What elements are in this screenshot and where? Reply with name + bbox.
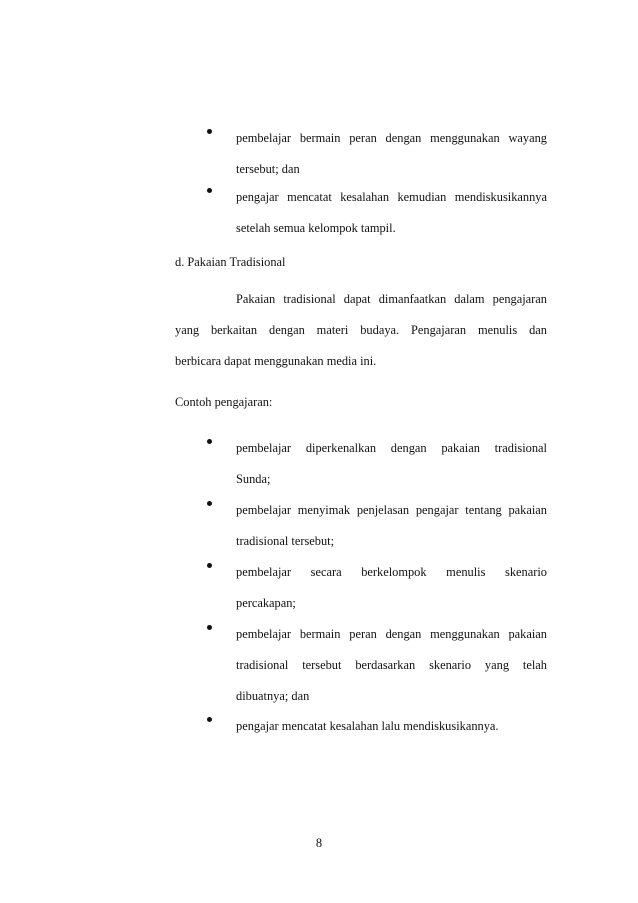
- bullet-icon: [207, 188, 212, 193]
- text-line: tersebut; dan: [236, 162, 300, 176]
- text-line: yang berkaitan dengan materi budaya. Pengajaran menulis dan: [175, 323, 547, 337]
- text-line: pengajar mencatat kesalahan kemudian mendiskusikannya: [236, 190, 547, 204]
- list-item-text: [236, 557, 547, 619]
- text-line: pembelajar secara berkelompok menulis skenario: [236, 565, 547, 579]
- text-line: pembelajar bermain peran dengan menggunakan pakaian: [236, 627, 547, 641]
- text-line: pembelajar diperkenalkan dengan pakaian tradisional: [236, 441, 547, 455]
- example-label: Contoh pengajaran:: [175, 395, 273, 409]
- bullet-icon: [207, 563, 212, 568]
- bullet-icon: [207, 501, 212, 506]
- text-line: pembelajar bermain peran dengan menggunakan wayang: [236, 131, 547, 145]
- list-item-text: [236, 433, 547, 495]
- text-line: berbicara dapat menggunakan media ini.: [175, 354, 377, 368]
- list-item-text: [236, 123, 547, 185]
- list-item-text: [236, 711, 547, 742]
- list-item-text: [236, 619, 547, 712]
- bullet-icon: [207, 625, 212, 630]
- text-line: Sunda;: [236, 472, 271, 486]
- list-item-text: [236, 495, 547, 557]
- paragraph: [175, 292, 547, 385]
- list-item-text: [236, 182, 547, 244]
- text-line: setelah semua kelompok tampil.: [236, 221, 396, 235]
- text-line: pembelajar menyimak penjelasan pengajar tentang pakaian: [236, 503, 547, 517]
- section-heading: d. Pakaian Tradisional: [175, 255, 286, 269]
- text-line: tradisional tersebut berdasarkan skenario yang telah: [236, 658, 547, 672]
- text-line: percakapan;: [236, 596, 296, 610]
- page-number: 8: [315, 836, 323, 850]
- bullet-icon: [207, 129, 212, 134]
- text-line: Pakaian tradisional dapat dimanfaatkan dalam pengajaran: [236, 292, 547, 306]
- text-line: tradisional tersebut;: [236, 534, 335, 548]
- bullet-icon: [207, 439, 212, 444]
- bullet-icon: [207, 717, 212, 722]
- text-line: pengajar mencatat kesalahan lalu mendiskusikannya.: [236, 719, 499, 733]
- text-line: dibuatnya; dan: [236, 689, 310, 703]
